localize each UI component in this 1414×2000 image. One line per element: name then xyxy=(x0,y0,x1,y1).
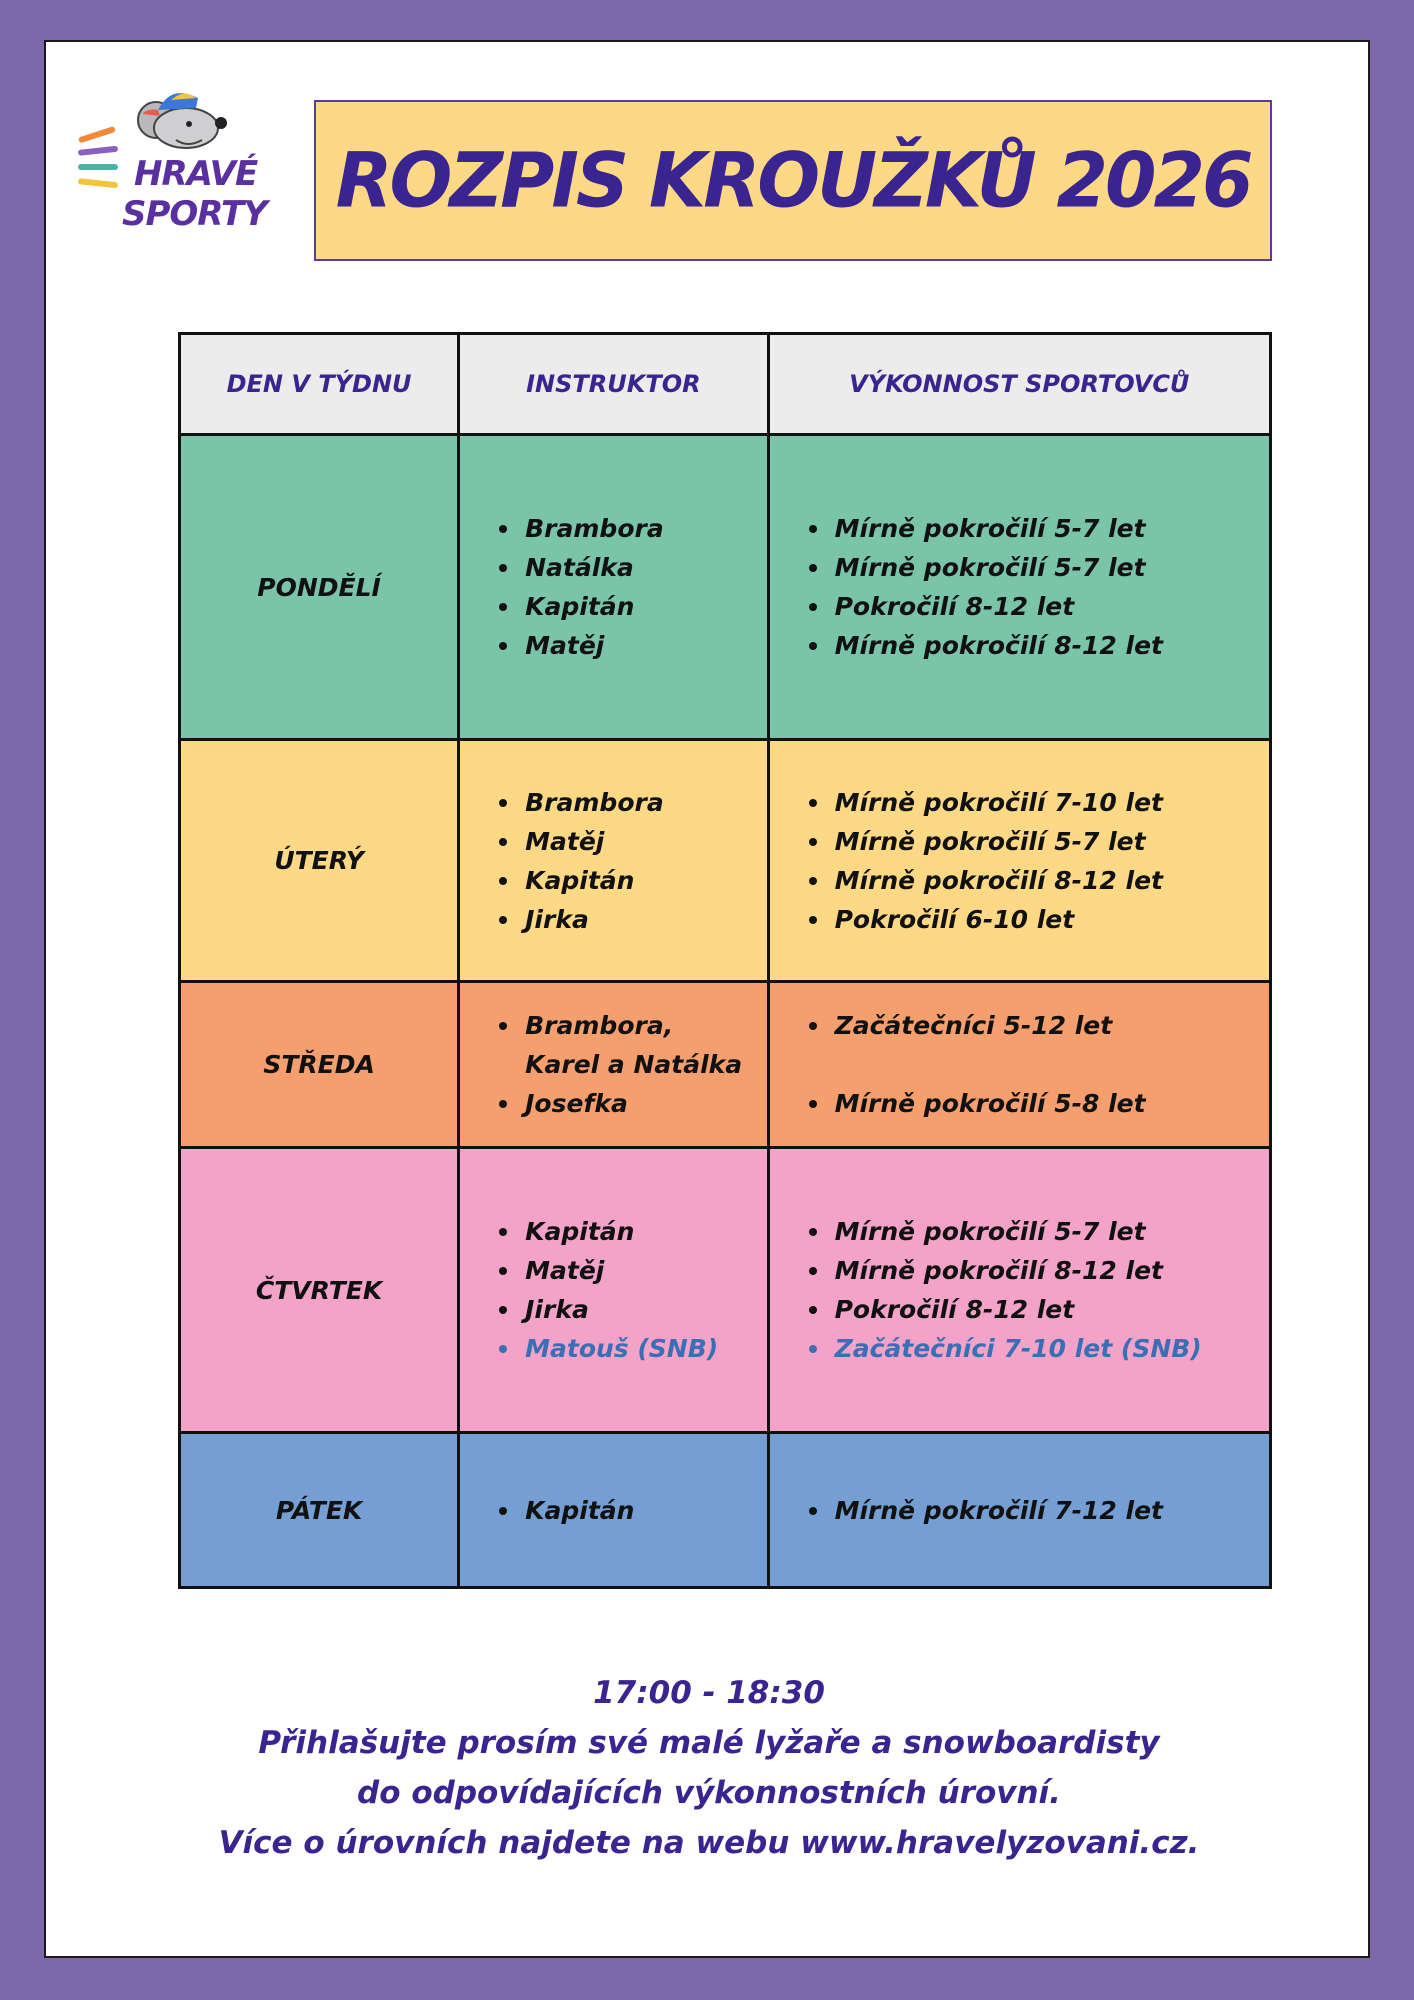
day-cell: PONDĚLÍ xyxy=(180,435,459,740)
list-item: Brambora xyxy=(491,509,765,548)
table-header-row xyxy=(180,334,1271,435)
list-item: Začátečníci 5-12 let xyxy=(801,1006,1268,1045)
day-cell: ÚTERÝ xyxy=(180,740,459,982)
list-item: Matěj xyxy=(491,626,765,665)
footer-line-3: Více o úrovních najdete na webu www.hravelyzovani.cz. xyxy=(218,1825,1200,1861)
table-row xyxy=(180,982,1271,1148)
column-header-level: VÝKONNOST SPORTOVCŮ xyxy=(768,334,1270,435)
footer-line-2: do odpovídajících výkonnostních úrovní. xyxy=(357,1775,1061,1811)
instructor-list xyxy=(491,1006,765,1123)
brand-line2: SPORTY xyxy=(122,194,267,234)
brand-line1: HRAVÉ xyxy=(134,154,258,194)
list-item: Mírně pokročilí 5-7 let xyxy=(801,509,1268,548)
instructor-list xyxy=(491,1491,765,1530)
list-item: Kapitán xyxy=(491,1491,765,1530)
instructor-cell xyxy=(459,1148,768,1433)
level-list xyxy=(801,1491,1268,1530)
list-item: Jirka xyxy=(491,1290,765,1329)
level-cell xyxy=(768,435,1270,740)
list-item: Mírně pokročilí 5-7 let xyxy=(801,548,1268,587)
list-item: Mírně pokročilí 7-12 let xyxy=(801,1491,1268,1530)
list-item: Kapitán xyxy=(491,587,765,626)
list-item: Mírně pokročilí 7-10 let xyxy=(801,783,1268,822)
page-title: ROZPIS KROUŽKŮ 2026 xyxy=(335,136,1251,225)
list-item-snb: Matouš (SNB) xyxy=(491,1329,765,1368)
table-row xyxy=(180,1433,1271,1588)
instructor-list xyxy=(491,509,765,665)
level-list xyxy=(801,1006,1268,1123)
footer-line-1: Přihlašujte prosím své malé lyžaře a snowboardisty xyxy=(258,1725,1160,1761)
list-item xyxy=(491,1006,765,1084)
day-cell: ČTVRTEK xyxy=(180,1148,459,1433)
list-item: Mírně pokročilí 5-8 let xyxy=(801,1084,1268,1123)
instructor-cell xyxy=(459,1433,768,1588)
day-cell: STŘEDA xyxy=(180,982,459,1148)
level-list xyxy=(801,783,1268,939)
level-list xyxy=(801,509,1268,665)
list-item: Matěj xyxy=(491,822,765,861)
table-row xyxy=(180,740,1271,982)
list-item: Mírně pokročilí 8-12 let xyxy=(801,861,1268,900)
instructor-cell xyxy=(459,435,768,740)
instructor-list xyxy=(491,783,765,939)
list-item: Mírně pokročilí 5-7 let xyxy=(801,1212,1268,1251)
list-item: Kapitán xyxy=(491,861,765,900)
level-cell xyxy=(768,740,1270,982)
brand-logo xyxy=(76,70,267,240)
list-item: Mírně pokročilí 8-12 let xyxy=(801,626,1268,665)
column-header-instructor: INSTRUKTOR xyxy=(459,334,768,435)
level-cell xyxy=(768,1148,1270,1433)
level-cell xyxy=(768,1433,1270,1588)
list-item: Pokročilí 8-12 let xyxy=(801,587,1268,626)
list-item: Kapitán xyxy=(491,1212,765,1251)
column-header-day: DEN V TÝDNU xyxy=(180,334,459,435)
list-item: Josefka xyxy=(491,1084,765,1123)
day-cell: PÁTEK xyxy=(180,1433,459,1588)
table-row xyxy=(180,1148,1271,1433)
instructor-cell xyxy=(459,982,768,1148)
level-cell xyxy=(768,982,1270,1148)
list-item: Pokročilí 6-10 let xyxy=(801,900,1268,939)
instructor-list xyxy=(491,1212,765,1368)
session-time: 17:00 - 18:30 xyxy=(593,1675,825,1711)
footer-info xyxy=(46,1668,1372,1868)
list-item: Mírně pokročilí 8-12 let xyxy=(801,1251,1268,1290)
title-banner xyxy=(314,100,1272,261)
list-item: Jirka xyxy=(491,900,765,939)
poster xyxy=(44,40,1370,1958)
list-item-line: Karel a Natálka xyxy=(525,1050,743,1079)
list-item: Natálka xyxy=(491,548,765,587)
list-item: Brambora xyxy=(491,783,765,822)
table-row xyxy=(180,435,1271,740)
level-list xyxy=(801,1212,1268,1368)
list-item: Pokročilí 8-12 let xyxy=(801,1290,1268,1329)
list-item-line: Brambora, xyxy=(525,1011,674,1040)
list-item: Mírně pokročilí 5-7 let xyxy=(801,822,1268,861)
schedule-table xyxy=(178,332,1272,1589)
instructor-cell xyxy=(459,740,768,982)
list-item-snb: Začátečníci 7-10 let (SNB) xyxy=(801,1329,1268,1368)
list-item: Matěj xyxy=(491,1251,765,1290)
